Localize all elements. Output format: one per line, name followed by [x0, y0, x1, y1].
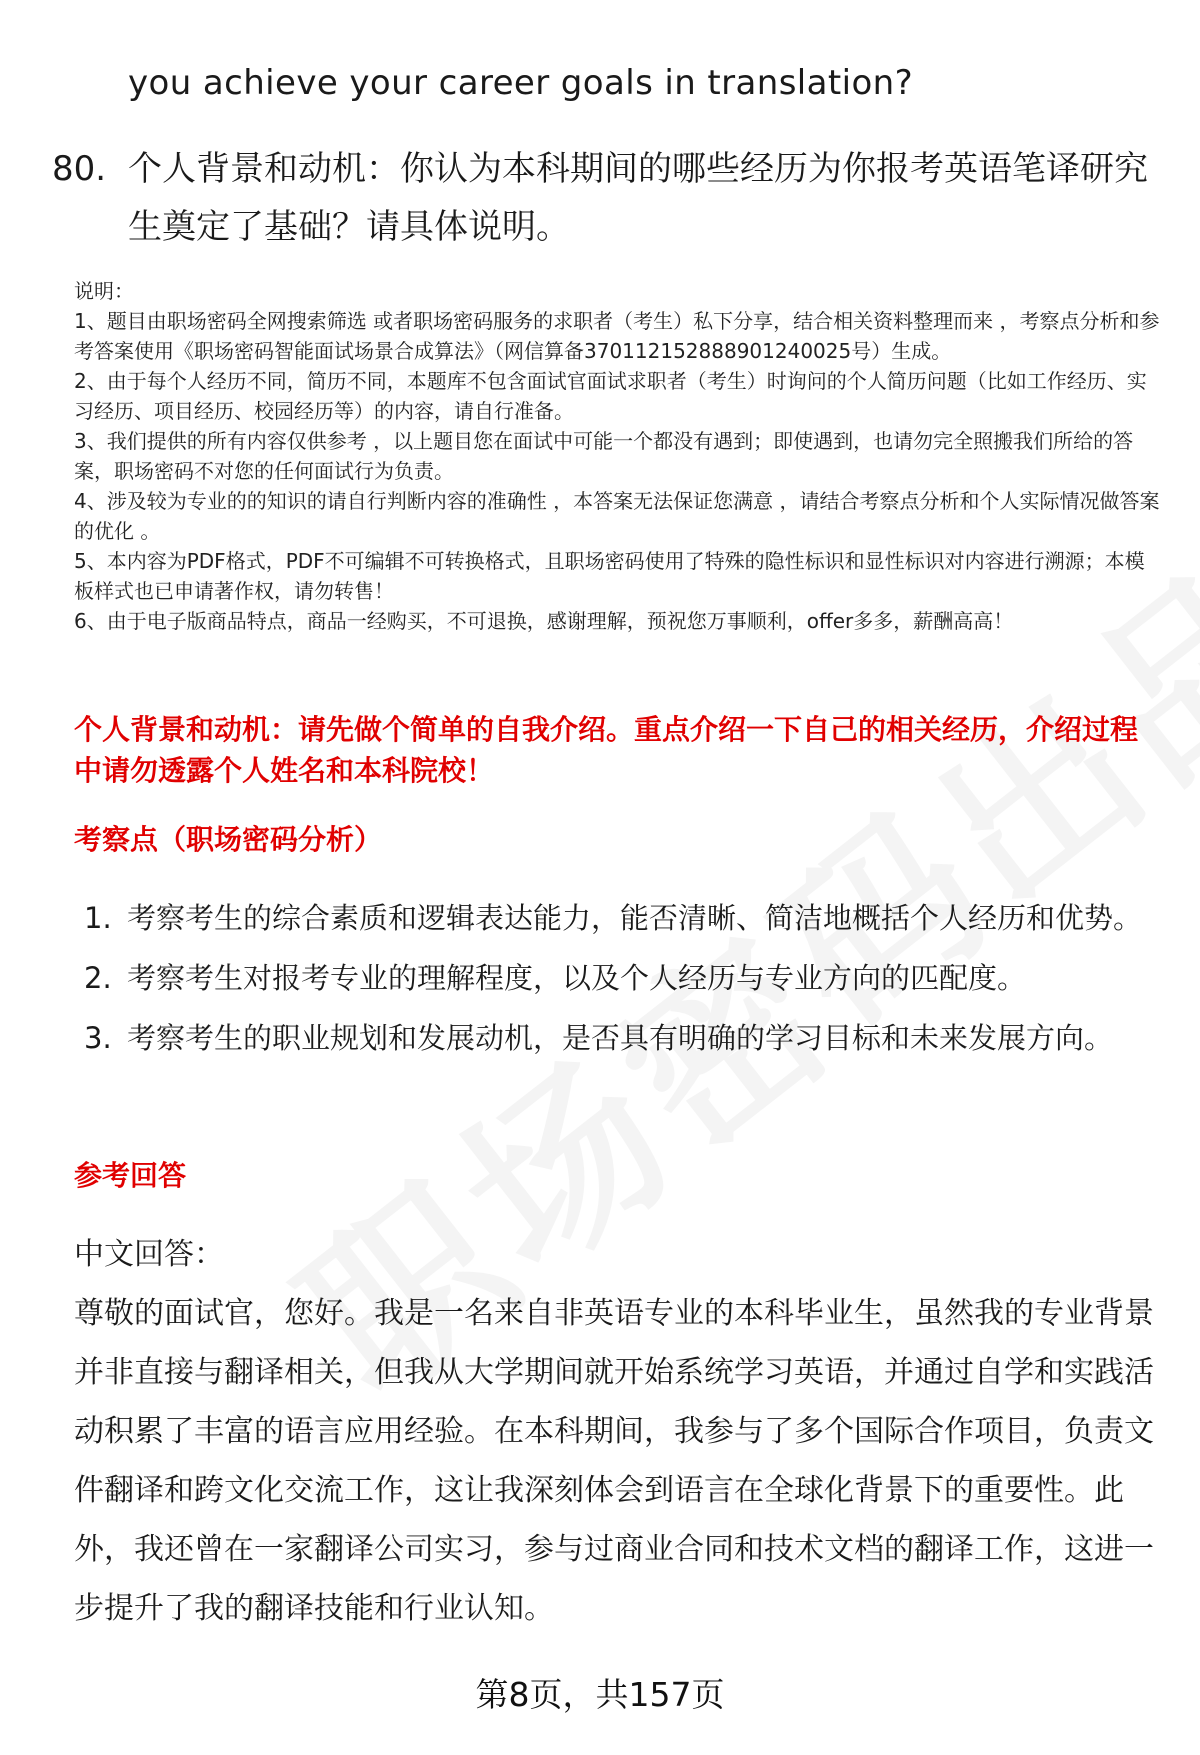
- page-number-footer: 第8页，共157页: [475, 1675, 725, 1714]
- answer-section: [74, 1225, 1164, 1638]
- note-item: 2、由于每个人经历不同，简历不同，本题库不包含面试官面试求职者（考生）时询问的个人简历问题（比如工作经历、实习经历、项目经历、校园经历等）的内容，请自行准备。: [74, 369, 1147, 423]
- note-item: 1、题目由职场密码全网搜索筛选 或者职场密码服务的求职者（考生）私下分享，结合相关资料整理而来 ，考察点分析和参考答案使用《职场密码智能面试场景合成算法》（网信算备370112152888901240025号）生成。: [74, 309, 1160, 363]
- note-item: 4、涉及较为专业的的知识的请自行判断内容的准确性 ，本答案无法保证您满意 ，请结合考察点分析和个人实际情况做答案的优化 。: [74, 489, 1160, 543]
- point-number: 2.: [84, 961, 112, 995]
- point-item: [84, 1008, 1164, 1068]
- question-text: 个人背景和动机：你认为本科期间的哪些经历为你报考英语笔译研究生奠定了基础？请具体说明。: [128, 149, 1148, 247]
- main-question-heading: 个人背景和动机：请先做个简单的自我介绍。重点介绍一下自己的相关经历，介绍过程中请勿透露个人姓名和本科院校！: [74, 713, 1139, 787]
- point-text: 考察考生对报考专业的理解程度，以及个人经历与专业方向的匹配度。: [127, 961, 1027, 995]
- notes-title: 说明：: [74, 279, 134, 303]
- previous-question-continuation: you achieve your career goals in translation?: [128, 63, 914, 103]
- note-item: 3、我们提供的所有内容仅供参考 ，以上题目您在面试中可能一个都没有遇到；即使遇到，也请勿完全照搬我们所给的答案，职场密码不对您的任何面试行为负责。: [74, 429, 1134, 483]
- notes-section: [74, 276, 1164, 636]
- note-item: 5、本内容为PDF格式，PDF不可编辑不可转换格式，且职场密码使用了特殊的隐性标识和显性标识对内容进行溯源；本模板样式也已申请著作权，请勿转售！: [74, 549, 1145, 603]
- point-number: 1.: [84, 901, 112, 935]
- points-heading: 考察点（职场密码分析）: [74, 823, 383, 856]
- answer-heading: 参考回答: [74, 1159, 187, 1192]
- question-number: 80.: [52, 149, 107, 189]
- point-text: 考察考生的职业规划和发展动机，是否具有明确的学习目标和未来发展方向。: [127, 1021, 1114, 1055]
- point-item: [84, 948, 1164, 1008]
- answer-text: 尊敬的面试官，您好。我是一名来自非英语专业的本科毕业生，虽然我的专业背景并非直接与翻译相关，但我从大学期间就开始系统学习英语，并通过自学和实践活动积累了丰富的语言应用经验。在本科期间，我参与了多个国际合作项目，负责文件翻译和跨文化交流工作，这让我深刻体会到语言在全球化背景下的重要性。此外，我还曾在一家翻译公司实习，参与过商业合同和技术文档的翻译工作，这进一步提升了我的翻译技能和行业认知。: [74, 1296, 1154, 1626]
- answer-label: 中文回答：: [74, 1237, 224, 1272]
- point-text: 考察考生的综合素质和逻辑表达能力，能否清晰、简洁地概括个人经历和优势。: [127, 901, 1143, 935]
- point-item: [84, 888, 1164, 948]
- points-list: [84, 888, 1164, 1068]
- point-number: 3.: [84, 1021, 112, 1055]
- question-block: [52, 140, 1162, 256]
- note-item: 6、由于电子版商品特点，商品一经购买，不可退换，感谢理解，预祝您万事顺利，offer多多，薪酬高高！: [74, 609, 1014, 633]
